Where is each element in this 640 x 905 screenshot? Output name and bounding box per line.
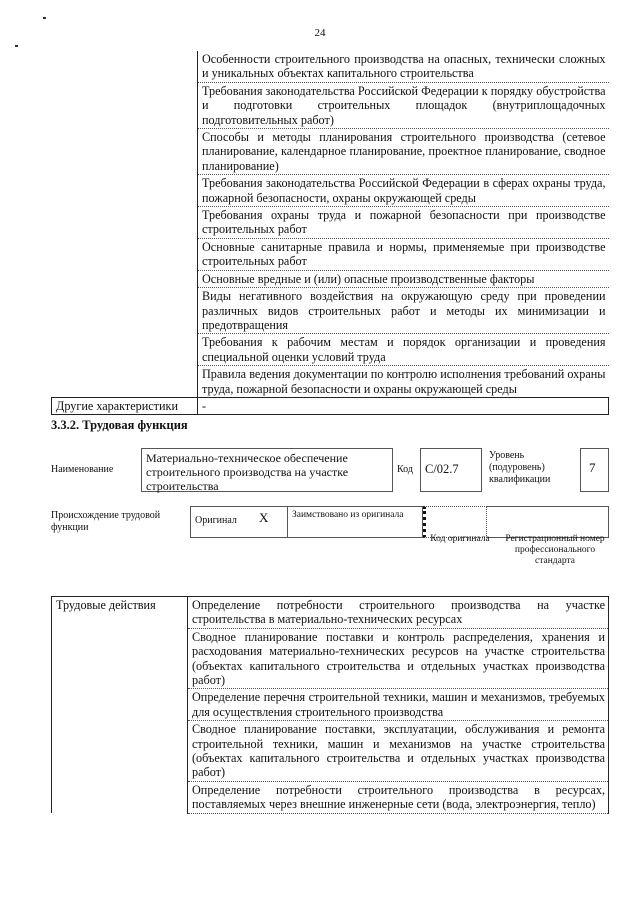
requirement-item: Правила ведения документации по контролю исполнения требований охраны труда, пожарной безопасности и охраны окружающей среды <box>198 366 609 398</box>
level-value: 7 <box>589 460 596 475</box>
requirement-item: Требования законодательства Российской Федерации к порядку обустройства и подготовки строительных площадок (внутриплощадочных подготовительных работ) <box>198 82 609 128</box>
borrowed-label: Заимствовано из оригинала <box>292 510 404 520</box>
page-number: 24 <box>314 27 326 39</box>
origin-label: Происхождение трудовой функции <box>51 510 161 533</box>
scan-mark <box>15 45 18 47</box>
requirements-table <box>51 51 609 415</box>
name-label: Наименование <box>51 464 114 475</box>
requirement-item: Требования к рабочим местам и порядок организации и проведения специальной оценки условий труда <box>198 334 609 366</box>
labor-actions-label: Трудовые действия <box>52 597 188 814</box>
function-name-box <box>141 448 393 492</box>
requirement-item: Требования законодательства Российской Федерации в сферах охраны труда, пожарной безопасности, охраны окружающей среды <box>198 175 609 207</box>
labor-action-item: Определение перечня строительной техники, машин и механизмов, требуемых для осуществления строительного производства <box>188 689 609 721</box>
origin-code-caption: Код оригинала <box>430 534 490 544</box>
original-label: Оригинал <box>195 515 237 526</box>
requirement-item: Основные вредные и (или) опасные производственные факторы <box>198 270 609 287</box>
requirement-item: Основные санитарные правила и нормы, применяемые при производстве строительных работ <box>198 238 609 270</box>
function-name-value: Материально-техническое обеспечение строительного производства на участке строительства <box>146 451 349 493</box>
original-mark: X <box>259 510 269 525</box>
other-characteristics-label: Другие характеристики <box>52 397 198 414</box>
requirement-item: Особенности строительного производства на опасных, технически сложных и уникальных объектах капитального строительства <box>198 51 609 82</box>
section-title: 3.3.2. Трудовая функция <box>51 418 188 432</box>
qualification-level-label: Уровень (подуровень) квалификации <box>489 450 551 485</box>
other-characteristics-value: - <box>198 397 609 414</box>
reg-number-caption: Регистрационный номер профессионального стандарта <box>505 534 605 566</box>
code-label: Код <box>397 464 413 475</box>
labor-action-item: Сводное планирование поставки, эксплуатации, обслуживания и ремонта строительной техники, машин и механизмов на участке строительства (объектах капитального строительства и отдельных участках производства работ) <box>188 721 609 782</box>
labor-action-item: Определение потребности строительного производства на участке строительства в материально-технических ресурсах <box>188 597 609 629</box>
labor-action-item: Определение потребности строительного производства в ресурсах, поставляемых через внешние инженерные сети (вода, электроэнергия, тепло) <box>188 781 609 813</box>
scan-mark <box>43 17 46 19</box>
requirement-item: Виды негативного воздействия на окружающую среду при проведении различных видов строительных работ и методы их минимизации и предотвращения <box>198 288 609 334</box>
requirement-item: Требования охраны труда и пожарной безопасности при производстве строительных работ <box>198 207 609 239</box>
labor-action-item: Сводное планирование поставки и контроль распределения, хранения и расходования материально-технических ресурсов на участке строительства (объектах капитального строительства и отдельных участках производства работ) <box>188 628 609 689</box>
labor-actions-table <box>51 596 609 814</box>
requirement-item: Способы и методы планирования строительного производства (сетевое планирование, календарное планирование, проектное планирование, сводное планирование) <box>198 129 609 175</box>
code-value: С/02.7 <box>425 462 459 476</box>
